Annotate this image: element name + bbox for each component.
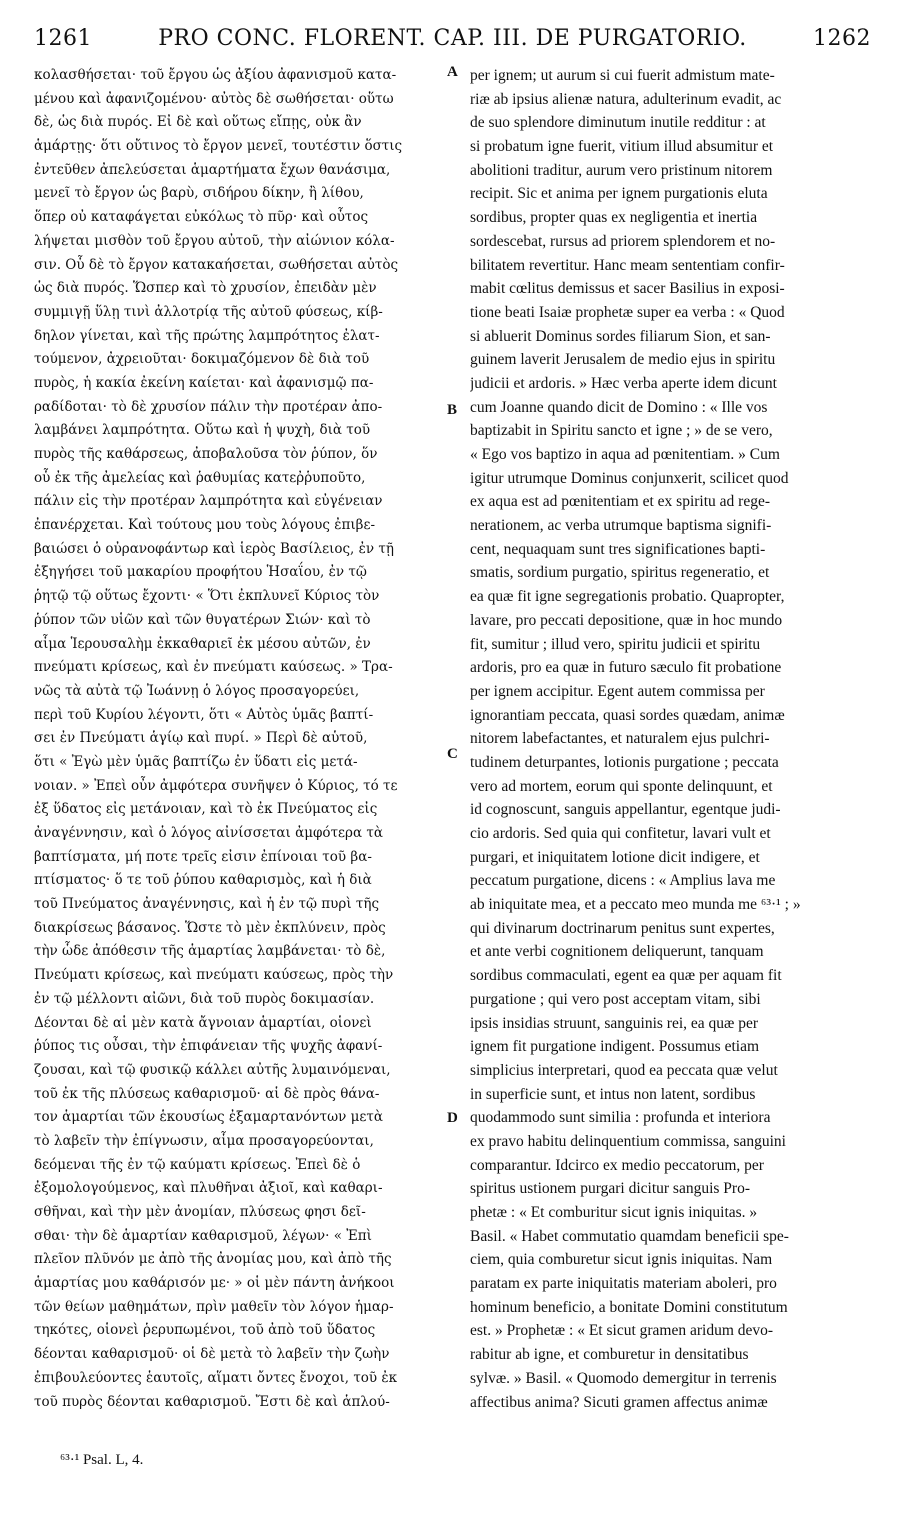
greek-text-line: λαμβάνει λαμπρότητα. Οὕτω καὶ ἡ ψυχὴ, διὰ τοῦ [34,422,371,439]
greek-text-line: μένου καὶ ἀφανιζομένου· αὐτὸς δὲ σωθήσεται· οὕτω [34,90,394,107]
greek-text-line: συμμιγῇ ὕλῃ τινὶ ἀλλοτρίᾳ τῆς αὐτοῦ φύσεως, κίβ- [34,303,383,320]
latin-text-line: peccatum purgatione, dicens : « Amplius lava me [470,872,776,890]
greek-text-line: τοῦ Πνεύματος ἀναγέννησις, καὶ ἡ ἐν τῷ πυρὶ τῆς [34,896,380,913]
greek-text-line: σιν. Οὗ δὲ τὸ ἔργον κατακαήσεται, σωθήσεται αὐτὸς [34,256,399,273]
latin-text-line: si abluerit Dominus sordes filiarum Sion, et san- [470,327,771,345]
latin-text-line: et ante verbi cognitionem deliquerunt, tanquam [470,943,764,961]
greek-text-line: ἐπανέρχεται. Καὶ τούτους μου τοὺς λόγους ἐπιβε- [34,517,376,534]
greek-text-line: ῥύπος τις οὖσαι, τὴν ἐπιφάνειαν τῆς ψυχῆς ἀφανί- [34,1038,383,1055]
latin-text-line: ardoris, pro ea quæ in futuro sæculo fit probatione [470,659,782,677]
greek-text-line: σθαι· τὴν δὲ ἁμαρτίαν καθαρισμοῦ, λέγων· « Ἐπὶ [34,1227,372,1244]
greek-text-line: ἐξομολογούμενος, καὶ πλυθῆναι ἀξιοῖ, καὶ καθαρι- [34,1180,383,1197]
greek-text-line: ἐν τῷ μέλλοντι αἰῶνι, διὰ τοῦ πυρὸς δοκιμασίαν. [34,990,375,1007]
greek-text-line: δέονται καθαρισμοῦ· οἱ δὲ μετὰ τὸ λαβεῖν τὴν ζωὴν [34,1346,390,1363]
latin-text-line: ex pravo habitu delinquentium commissa, sanguini [470,1132,786,1150]
greek-text-line: νῶς τὰ αὐτὰ τῷ Ἰωάννῃ ὁ λόγος προσαγορεύει, [34,682,360,699]
greek-text-line: αἷμα Ἱερουσαλὴμ ἐκκαθαριεῖ ἐκ μέσου αὐτῶν, ἐν [34,635,371,652]
greek-text-line: σει ἐν Πνεύματι ἁγίῳ καὶ πυρί. » Περὶ δὲ αὑτοῦ, [34,730,368,747]
running-header [34,26,871,56]
section-marker-c: C [447,746,458,762]
greek-text-line: μενεῖ τὸ ἔργον ὡς βαρὺ, σιδήρου δίκην, ἢ λίθου, [34,185,364,202]
greek-text-line: περὶ τοῦ Κυρίου λέγοντι, ὅτι « Αὐτὸς ὑμᾶς βαπτί- [34,706,374,723]
greek-text-line: τῶν θείων μαθημάτων, πρὶν μαθεῖν τὸν λόγον ἡμαρ- [34,1298,394,1315]
latin-text-line: si probatum igne fuerit, vitium illud absumitur et [470,138,774,156]
greek-text-line: ἐπιβουλεύοντες ἑαυτοῖς, αἵματι ὄντες ἔνοχοι, τοῦ ἐκ [34,1369,398,1386]
latin-column [470,64,870,1414]
latin-text-line: hominum beneficio, a bonitate Domini constitutum [470,1298,788,1316]
latin-text-line: comparantur. Idcirco ex medio peccatorum, per [470,1156,764,1174]
greek-text-line: δεόμεναι τῆς ἐν τῷ καύματι κρίσεως. Ἐπεὶ δὲ ὁ [34,1156,361,1173]
latin-text-line: sordescebat, rursus ad priorem splendorem et no- [470,232,776,250]
latin-text-line: rabitur ab igne, et comburetur in densitatibus [470,1346,749,1364]
latin-text-line: simplicius interpretari, quod ea peccata quæ velut [470,1061,778,1079]
greek-text-line: πλεῖον πλῦνόν με ἀπὸ τῆς ἀνομίας μου, καὶ ἀπὸ τῆς [34,1251,392,1268]
latin-text-line: lavare, pro peccati depositione, quæ in hoc mundo [470,611,783,629]
greek-text-line: πάλιν εἰς τὴν προτέραν λαμπρότητα καὶ εὐγένειαν [34,493,383,510]
greek-text-line: τοῦ ἐκ τῆς πλύσεως καθαρισμοῦ· αἱ δὲ πρὸς θάνα- [34,1085,380,1102]
latin-text-line: de suo splendore diminutum inutile redditur : at [470,114,766,132]
latin-text-line: spiritus ustionem purgari dicitur sanguis Pro- [470,1180,750,1198]
latin-text-line: « Ego vos baptizo in aqua ad pœnitentiam. » Cum [470,446,780,463]
latin-text-line: est. » Prophetæ : « Et sicut gramen aridum devo- [470,1322,774,1340]
latin-text-line: smatis, sordium purgatio, spiritus regeneratio, et [470,564,770,582]
latin-text-line: phetæ : « Et comburitur sicut ignis iniquitas. » [470,1204,758,1221]
latin-text-line: riæ ab ipsius alienæ natura, adulterinum evadit, ac [470,90,782,108]
greek-text-line: Πνεύματι κρίσεως, καὶ πνεύματι καύσεως, πρὸς τὴν [34,967,394,984]
greek-text-line: οὗ ἐκ τῆς ἀμελείας καὶ ῥαθυμίας κατεῤῥυποῦτο, [34,469,366,486]
latin-text-line: cio ardoris. Sed quia qui confitetur, lavari vult et [470,825,771,842]
running-title: PRO CONC. FLORENT. CAP. III. DE PURGATORIO. [158,26,747,51]
greek-text-line: σθῆναι, καὶ τὴν μὲν ἀνομίαν, πλύσεως φησι δεῖ- [34,1204,366,1220]
latin-text-line: ab iniquitate mea, et a peccato meo munda me ⁶³·¹ ; » [470,896,801,914]
section-marker-b: B [447,402,458,418]
greek-text-line: πυρὸς, ἡ κακία ἐκείνη καίεται· καὶ ἀφανισμῷ πα- [34,374,374,391]
greek-text-line: ἐξ ὕδατος εἰς μετάνοιαν, καὶ τὸ ἐκ Πνεύματος εἰς [34,801,378,818]
latin-text-line: id cognoscunt, sanguis appellantur, egentque judi- [470,801,781,819]
latin-text-line: guinem laverit Jerusalem de medio ejus in spiritu [470,351,776,369]
greek-text-line: τον ἁμαρτίαι τῶν ἑκουσίως ἐξαμαρτανόντων μετὰ [34,1109,383,1126]
latin-text-line: recipit. Sic et anima per ignem purgationis eluta [470,185,768,203]
latin-text-line: ciem, quia comburetur sicut ignis iniquitas. Nam [470,1251,773,1269]
greek-text-line: νοιαν. » Ἐπεὶ οὖν ἀμφότερα συνῆψεν ὁ Κύριος, τό τε [34,777,398,794]
latin-text-line: ignem fit purgatione indigent. Possumus etiam [470,1038,760,1056]
greek-text-line: τὴν ὧδε ἀπόθεσιν τῆς ἁμαρτίας λαμβάνεται· τὸ δὲ, [34,943,386,960]
latin-text-line: nerationem, ac verba utrumque baptisma signifi- [470,517,772,535]
latin-text-line: Basil. « Habet commutatio quamdam beneficii spe- [470,1227,789,1245]
latin-text-line: ignorantiam peccata, quasi sordes quædam, animæ [470,706,785,724]
latin-text-line: judicii et ardoris. » Hæc verba aperte idem dicunt [470,374,777,392]
latin-text-line: purgari, et iniquitatem lotione dicit indigere, et [470,848,760,866]
latin-text-line: ex aqua est ad pœnitentiam et ex spiritu ad rege- [470,493,770,511]
greek-text-line: τηκότες, οἱονεὶ ῥερυπωμένοι, τοῦ ἀπὸ τοῦ ὕδατος [34,1322,376,1339]
greek-text-line: ὡς διὰ πυρός. Ὥσπερ καὶ τὸ χρυσίον, ἐπειδὰν μὲν [34,280,377,297]
latin-text-line: cent, nequaquam sunt tres significationes bapti- [470,540,766,558]
greek-text-line: ἐντεῦθεν ἀπελεύσεται ἁμαρτήματα ἔχων θανάσιμα, [34,161,391,178]
left-page-number: 1261 [34,26,92,51]
greek-text-line: διακρίσεως βάσανος. Ὥστε τὸ μὲν ἐκπλύνειν, πρὸς [34,919,386,936]
latin-text-line: per ignem; ut aurum si cui fuerit admistum mate- [470,67,775,84]
greek-text-line: ῥύπον τῶν υἱῶν καὶ τῶν θυγατέρων Σιών· καὶ τὸ [34,611,371,628]
latin-text-line: qui divinarum doctrinarum penitus sunt expertes, [470,919,775,937]
latin-text-line: purgatione ; qui vero post acceptam vitam, sibi [470,990,761,1008]
greek-text-line: ὅπερ οὐ καταφάγεται εὐκόλως τὸ πῦρ· καὶ οὗτος [34,209,369,226]
section-marker-d: D [447,1110,458,1126]
greek-text-line: πτίσματος· ὅ τε τοῦ ῥύπου καθαρισμὸς, καὶ ἡ διὰ [34,872,372,889]
greek-text-line: δηλον γίνεται, καὶ τῆς πρώτης λαμπρότητος ἐλατ- [34,327,380,344]
right-page-number: 1262 [813,26,871,51]
section-marker-a: A [447,64,458,80]
greek-text-line: Δέονται δὲ αἱ μὲν κατὰ ἄγνοιαν ἁμαρτίαι, οἱονεὶ [34,1014,372,1031]
latin-text-line: in superficie sunt, et intus non latent, sordibus [470,1085,756,1103]
footnote: ⁶³·¹ Psal. L, 4. [60,1452,144,1468]
latin-text-line: sordibus commaculati, egent ea quæ per aquam fit [470,967,782,985]
latin-text-line: paratam ex parte iniquitatis materiam aboleri, pro [470,1275,777,1293]
greek-text-line: βαιώσει ὁ οὐρανοφάντωρ καὶ ἱερὸς Βασίλειος, ἐν τῇ [34,540,394,557]
latin-text-line: igitur utrumque Dominus conjunxerit, scilicet quod [470,469,789,487]
greek-text-line: ῥητῷ τῷ οὕτως ἔχοντι· « Ὅτι ἐκπλυνεῖ Κύριος τὸν [34,588,380,605]
greek-column [34,64,444,1414]
greek-text-line: ἀναγέννησιν, καὶ ὁ λόγος αἰνίσσεται ἀμφότερα τὰ [34,825,383,841]
latin-text-line: per ignem accipitur. Egent autem commissa per [470,682,765,700]
greek-text-line: ἐξηγήσει τοῦ μακαρίου προφήτου Ἡσαΐου, ἐν τῷ [34,564,367,581]
greek-text-line: κολασθήσεται· τοῦ ἔργου ὡς ἀξίου ἀφανισμοῦ κατα- [34,67,397,83]
latin-text-line: bilitatem revertitur. Hanc meam sententiam confir- [470,256,785,274]
latin-text-line: tione beati Isaiæ prophetæ super ea verba : « Quod [470,303,785,321]
greek-text-line: βαπτίσματα, μή ποτε τρεῖς εἰσιν ἐπίνοιαι τοῦ βα- [34,848,372,865]
latin-text-line: vero ad mortem, eorum qui sponte delinquunt, et [470,777,773,795]
greek-text-line: ἁμάρτῃς· ὅτι οὔτινος τὸ ἔργον μενεῖ, τουτέστιν ὅστις [34,138,403,155]
greek-text-line: ραδίδοται· τὸ δὲ χρυσίον πάλιν τὴν προτέραν ἀπο- [34,398,383,415]
latin-text-line: baptizabit in Spiritu sancto et igne ; » de se vero, [470,422,773,440]
latin-text-line: quodammodo sunt similia : profunda et interiora [470,1109,771,1127]
latin-text-line: abolitioni traditur, aurum vero pristinum nitorem [470,161,773,179]
greek-text-line: ὅτι « Ἐγὼ μὲν ὑμᾶς βαπτίζω ἐν ὕδατι εἰς μετά- [34,753,358,770]
greek-text-line: πυρὸς τῆς καθάρσεως, ἀποβαλοῦσα τὸν ῥύπον, ὅν [34,446,378,462]
greek-text-line: τούμενον, ἀχρειοῦται· δοκιμαζόμενον δὲ διὰ τοῦ [34,351,370,368]
greek-text-line: δὲ, ὡς διὰ πυρός. Εἰ δὲ καὶ οὕτως εἴπῃς, οὐκ ἂν [34,114,362,131]
greek-text-line: ἁμαρτίας μου καθάρισόν με· » οἱ μὲν πάντη ἀνήκοοι [34,1275,395,1292]
latin-text-line: sylvæ. » Basil. « Quomodo demergitur in terrenis [470,1369,777,1387]
latin-text-line: tudinem deturpantes, lotionis purgatione ; peccata [470,753,779,771]
latin-text-line: nitorem labefactantes, et naturalem ejus pulchri- [470,730,770,748]
latin-text-line: ipsis insidias struunt, sanguinis rei, ea quæ per [470,1014,759,1032]
greek-text-line: ζουσαι, καὶ τῷ φυσικῷ κάλλει αὐτῆς λυμαινόμεναι, [34,1061,391,1078]
latin-text-line: mabit cœlitus demissus et sacer Basilius in exposi- [470,280,785,298]
latin-text-line: cum Joanne quando dicit de Domino : « Ille vos [470,398,768,416]
latin-text-line: ea quæ fit igne segregationis probatio. Quapropter, [470,588,785,606]
greek-text-line: λήψεται μισθὸν τοῦ ἔργου αὐτοῦ, τὴν αἰώνιον κόλα- [34,232,395,249]
greek-text-line: τοῦ πυρὸς δέονται καθαρισμοῦ. Ἔστι δὲ καὶ ἁπλού- [34,1393,390,1410]
greek-text-line: τὸ λαβεῖν τὴν ἐπίγνωσιν, αἷμα προσαγορεύονται, [34,1132,374,1149]
latin-text-line: fit, sumitur ; illud vero, spiritu judicii et spiritu [470,635,761,653]
latin-text-line: sordibus, propter quas ex negligentia et inertia [470,209,758,227]
greek-text-line: πνεύματι κρίσεως, καὶ ἐν πνεύματι καύσεως. » Τρα- [34,659,393,676]
latin-text-line: affectibus anima? Sicuti gramen affectus animæ [470,1393,768,1411]
